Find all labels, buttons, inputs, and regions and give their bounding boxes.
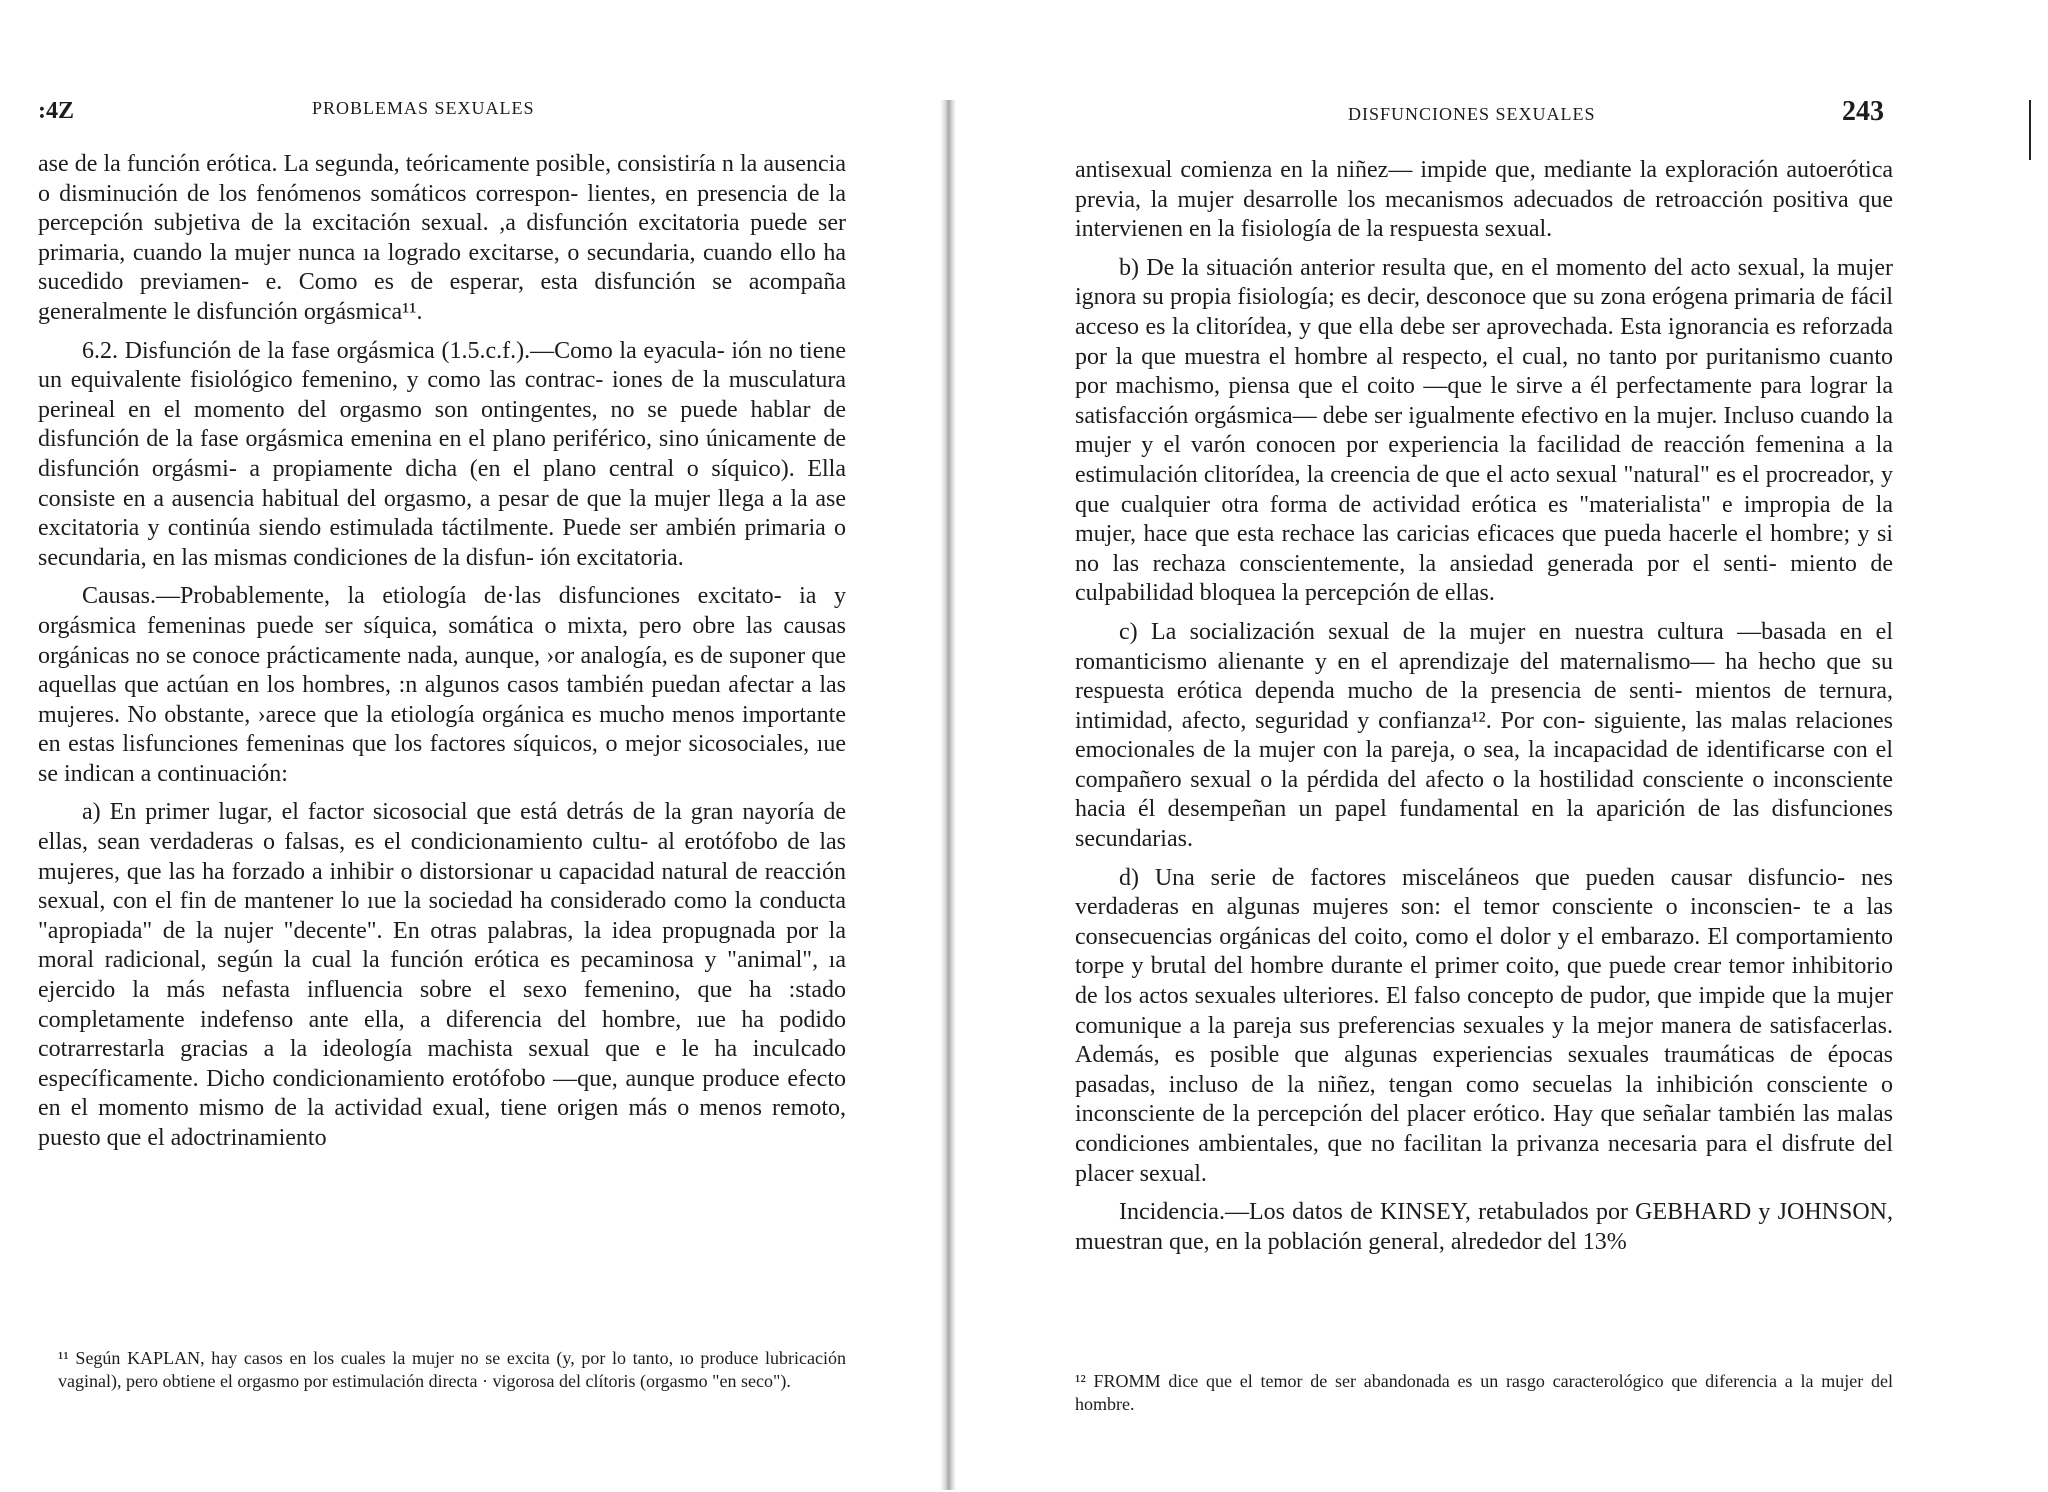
left-page [0,0,950,1492]
right-body-text [1075,156,1893,1266]
paragraph: c) La socialización sexual de la mujer en nuestra cultura —basada en el romanticismo alienante y en el aprendizaje del maternalismo— ha hecho que su respuesta erótica dependa mucho de la presencia de senti- mientos de ternura, intimidad, afecto, seguridad y confianza¹². Por con- siguiente, las malas relaciones emocionales de la mujer con la pareja, o sea, la incapacidad de identificarse con el compañero sexual o la pérdida del afecto o la hostilidad consciente o inconsciente hacia él desempeñan un papel fundamental en la aparición de las disfunciones secundarias. [1075,618,1893,853]
running-head: DISFUNCIONES SEXUALES [1348,104,1596,124]
footnote-text: ¹² FROMM dice que el temor de ser abandonada es un rasgo caracterológico que diferencia a la mujer del hombre. [1075,1371,1893,1414]
paragraph: a) En primer lugar, el factor sicosocial que está detrás de la gran nayoría de ellas, sean verdaderas o falsas, es el condicionamiento cultu- al erotófobo de las mujeres, que las ha forzado a inhibir o distorsionar u capacidad natural de reacción sexual, con el fin de mantener lo ıue la sociedad ha considerado como la conducta "apropiada" de la nujer "decente". En otras palabras, la idea propugnada por la moral radicional, según la cual la función erótica es pecaminosa y "animal", ıa ejercido la más nefasta influencia sobre el sexo femenino, que ha :stado completamente indefenso ante ella, a diferencia del hombre, ıue ha podido cotrarrestarla gracias a la ideología machista sexual que e le ha inculcado específicamente. Dicho condicionamiento erotófobo —que, aunque produce efecto en el momento mismo de la actividad exual, tiene origen más o menos remoto, puesto que el adoctrinamiento [38,799,846,1151]
paragraph: ase de la función erótica. La segunda, teóricamente posible, consistiría n la ausencia o disminución de los fenómenos somáticos correspon- lientes, en presencia de la percepción subjetiva de la excitación sexual. ,a disfunción excitatoria puede ser primaria, cuando la mujer nunca ıa logrado excitarse, o secundaria, cuando ello ha sucedido previamen- e. Como es de esperar, esta disfunción se acompaña generalmente le disfunción orgásmica¹¹. [38,151,846,325]
paragraph: Incidencia.—Los datos de KINSEY, retabulados por GEBHARD y JOHNSON, muestran que, en la población general, alrededor del 13% [1075,1199,1893,1255]
paragraph: Causas.—Probablemente, la etiología de·las disfunciones excitato- ia y orgásmica femeninas puede ser síquica, somática o mixta, pero obre las causas orgánicas no se conoce prácticamente nada, aunque, ›or analogía, es de suponer que aquellas que actúan en los hombres, :n algunos casos también puedan afectar a las mujeres. No obstante, ›arece que la etiología orgánica es mucho menos importante en estas lisfunciones femeninas que los factores síquicos, o mejor sicosociales, ıue se indican a continuación: [38,583,846,787]
paragraph: 6.2. Disfunción de la fase orgásmica (1.5.c.f.).—Como la eyacula- ión no tiene un equivalente fisiológico femenino, y como las contrac- iones de la musculatura perineal en el momento del orgasmo son ontingentes, no se puede hablar de disfunción de la fase orgásmica emenina en el plano periférico, sino únicamente de disfunción orgásmi- a propiamente dicha (en el plano central o síquico). Ella consiste en a ausencia habitual del orgasmo, a pesar de que la mujer llega a la ase excitatoria y continúa siendo estimulada táctilmente. Puede ser ambién primaria o secundaria, en las mismas condiciones de la disfun- ión excitatoria. [38,337,846,571]
footnote [58,1347,846,1393]
paragraph: antisexual comienza en la niñez— impide que, mediante la exploración autoerótica previa, la mujer desarrolle los mecanismos adecuados de retroacción positiva que intervienen en la fisiología de la respuesta sexual. [1075,157,1893,243]
left-body-text [38,150,846,1163]
paragraph: b) De la situación anterior resulta que, en el momento del acto sexual, la mujer ignora su propia fisiología; es decir, desconoce que su zona erógena primaria de fácil acceso es la clitorídea, y que ella debe ser aprovechada. Esta ignorancia es reforzada por la que muestra el hombre al respecto, el cual, no tanto por puritanismo cuanto por machismo, piensa que el coito —que le sirve a él perfectamente para lograr la satisfacción orgásmica— debe ser igualmente efectivo en la mujer. Incluso cuando la mujer y el varón conocen por experiencia la facilidad de reacción femenina a la estimulación clitorídea, la creencia de que el acto sexual "natural" es el procreador, y que cualquier otra forma de actividad erótica es "materialista" e impropia de la mujer, hace que esta rechace las caricias eficaces que pueda hacerle el hombre; y si no las rechaza conscientemente, la ansiedad generada por el senti- miento de culpabilidad bloquea la percepción de ellas. [1075,254,1893,607]
footnote-text: ¹¹ Según KAPLAN, hay casos en los cuales la mujer no se excita (y, por lo tanto, ıo produce lubricación vaginal), pero obtiene el orgasmo por estimulación directa · vigorosa del clítoris (orgasmo "en seco"). [58,1348,846,1391]
right-page [950,0,2048,1492]
footnote [1075,1370,1893,1416]
page-number: :4Z [38,98,74,124]
page-number: 243 [1842,96,1884,127]
running-head: PROBLEMAS SEXUALES [312,98,535,118]
paragraph: d) Una serie de factores misceláneos que pueden causar disfuncio- nes verdaderas en algunas mujeres son: el temor consciente o inconscien- te a las consecuencias orgánicas del coito, como el dolor y el embarazo. El comportamiento torpe y brutal del hombre durante el primer coito, que puede crear temor inhibitorio de los actos sexuales ulteriores. El falso concepto de pudor, que impide que la mujer comunique a la pareja sus preferencias sexuales y la mejor manera de satisfacerlas. Además, es posible que algunas experiencias sexuales traumáticas de épocas pasadas, incluso de la niñez, tengan como secuelas la inhibición consciente o inconsciente de la percepción del placer erótico. Hay que señalar también las malas condiciones ambientales, que no facilitan la privanza necesaria para el disfrute del placer sexual. [1075,864,1893,1187]
